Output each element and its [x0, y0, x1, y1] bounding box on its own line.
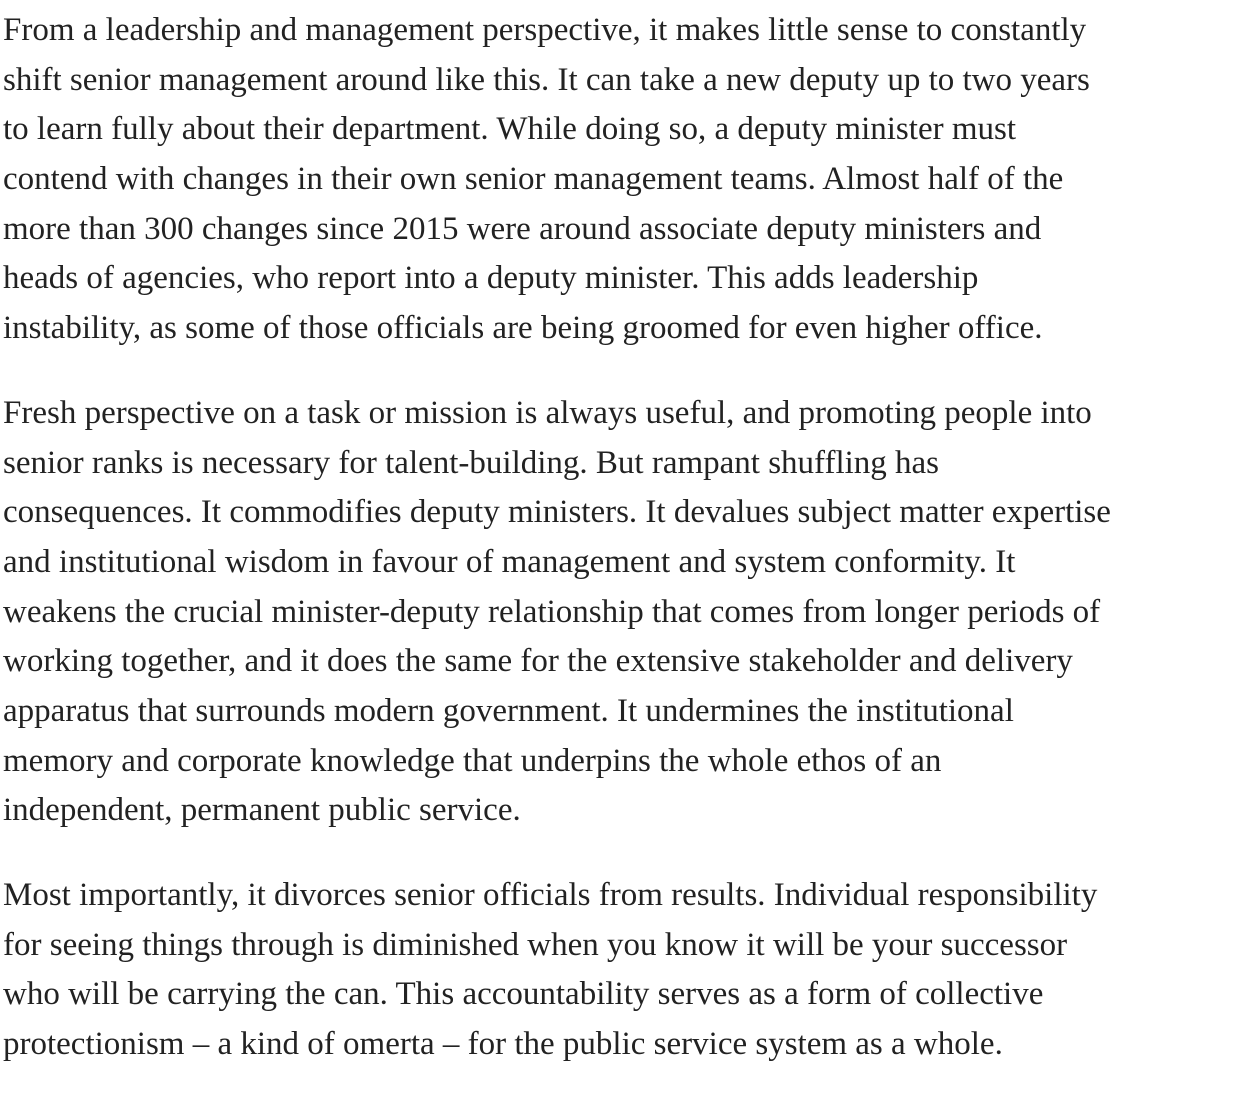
text-line: contend with changes in their own senior management teams. Almost half of the — [3, 161, 1064, 198]
text-line: who will be carrying the can. This accountability serves as a form of collective — [3, 976, 1044, 1013]
paragraph — [3, 6, 1238, 354]
paragraph — [3, 871, 1238, 1070]
text-line: senior ranks is necessary for talent-building. But rampant shuffling has — [3, 444, 940, 481]
text-line: and institutional wisdom in favour of management and system conformity. It — [3, 543, 1016, 580]
text-line: apparatus that surrounds modern government. It undermines the institutional — [3, 692, 1014, 729]
text-line: for seeing things through is diminished when you know it will be your successor — [3, 926, 1068, 963]
text-line: weakens the crucial minister-deputy relationship that comes from longer periods of — [3, 593, 1101, 630]
text-line: to learn fully about their department. While doing so, a deputy minister must — [3, 111, 1017, 148]
text-line: independent, permanent public service. — [3, 792, 521, 829]
article-body — [3, 6, 1238, 1105]
text-line: shift senior management around like this. It can take a new deputy up to two years — [3, 61, 1090, 98]
text-line: Fresh perspective on a task or mission is always useful, and promoting people into — [3, 394, 1092, 431]
text-line: Most importantly, it divorces senior officials from results. Individual responsibility — [3, 877, 1098, 913]
text-line: memory and corporate knowledge that underpins the whole ethos of an — [3, 742, 942, 779]
text-line: working together, and it does the same for the extensive stakeholder and delivery — [3, 643, 1073, 680]
text-line: protectionism – a kind of omerta – for the public service system as a whole. — [3, 1026, 1003, 1063]
text-line: heads of agencies, who report into a deputy minister. This adds leadership — [3, 260, 979, 297]
text-line: From a leadership and management perspective, it makes little sense to constantly — [3, 12, 1087, 48]
paragraph — [3, 389, 1238, 836]
text-line: instability, as some of those officials are being groomed for even higher office. — [3, 310, 1043, 347]
text-line: more than 300 changes since 2015 were around associate deputy ministers and — [3, 210, 1042, 247]
text-line: consequences. It commodifies deputy ministers. It devalues subject matter expertise — [3, 494, 1111, 531]
